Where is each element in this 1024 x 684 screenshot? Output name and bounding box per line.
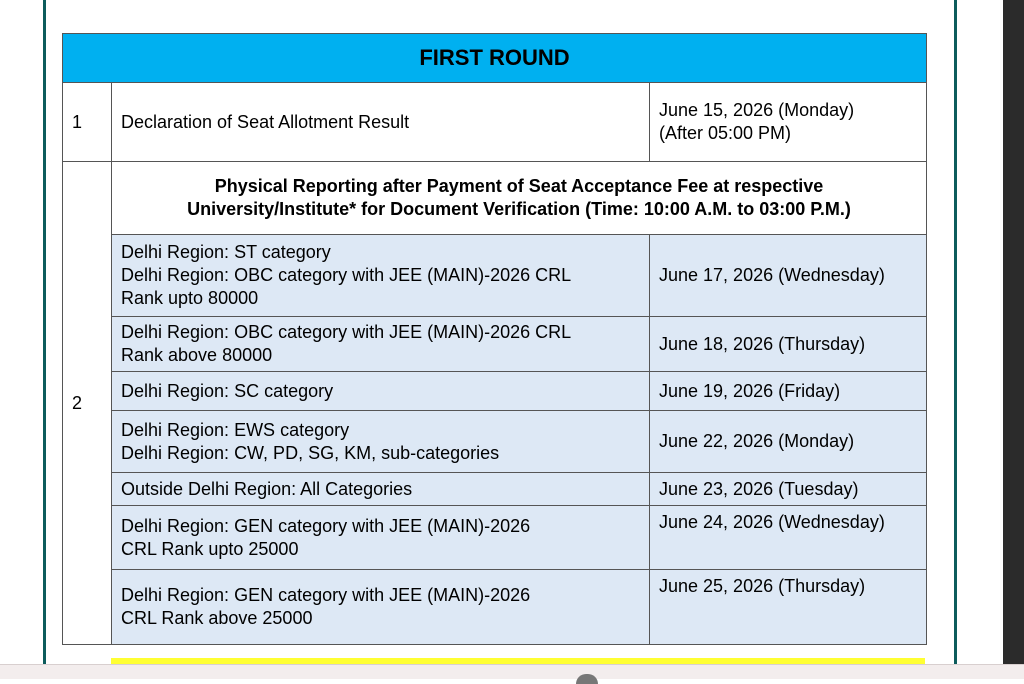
category-line: Delhi Region: ST category [121, 242, 331, 262]
date-cell: June 19, 2026 (Friday) [650, 372, 927, 411]
category-cell [112, 506, 650, 570]
table-row [63, 372, 927, 411]
date-cell: June 24, 2026 (Wednesday) [650, 506, 927, 570]
date-cell [650, 83, 927, 162]
viewer-scrollbar-area[interactable] [1003, 0, 1024, 664]
time-note: (After 05:00 PM) [659, 123, 792, 143]
viewer-bottom-bar [0, 664, 1024, 679]
table-row [63, 411, 927, 473]
heading-line: Physical Reporting after Payment of Seat Acceptance Fee at respective [214, 176, 824, 196]
date-cell: June 25, 2026 (Thursday) [650, 570, 927, 645]
category-line: Rank upto 80000 [121, 288, 259, 308]
row-number: 1 [63, 83, 112, 162]
category-cell [112, 411, 650, 473]
category-line: Delhi Region: GEN category with JEE (MAIN)-2026 [121, 515, 531, 536]
table-row [63, 570, 927, 645]
heading-line: University/Institute* for Document Verification (Time: 10:00 A.M. to 03:00 P.M.) [187, 199, 851, 219]
row-number: 2 [63, 162, 112, 645]
table-title-row [63, 34, 927, 83]
category-line: Delhi Region: GEN category with JEE (MAIN)-2026 [121, 585, 531, 605]
category-line: Delhi Region: EWS category [121, 419, 350, 440]
category-line: CRL Rank upto 25000 [121, 538, 299, 559]
category-cell [112, 317, 650, 372]
category-cell: Outside Delhi Region: All Categories [112, 473, 650, 506]
section-heading [112, 162, 927, 235]
category-line: Rank above 80000 [121, 345, 273, 365]
date-cell: June 23, 2026 (Tuesday) [650, 473, 927, 506]
category-cell [112, 570, 650, 645]
date-text: June 15, 2026 (Monday) [659, 100, 855, 120]
category-line: CRL Rank above 25000 [121, 608, 313, 628]
category-line: Delhi Region: OBC category with JEE (MAIN)-2026 CRL [121, 265, 572, 285]
round-title: FIRST ROUND [63, 34, 927, 83]
category-cell [112, 235, 650, 317]
date-cell: June 17, 2026 (Wednesday) [650, 235, 927, 317]
event-cell: Declaration of Seat Allotment Result [112, 83, 650, 162]
category-line: Delhi Region: OBC category with JEE (MAIN)-2026 CRL [121, 322, 572, 342]
table-row [63, 473, 927, 506]
category-cell: Delhi Region: SC category [112, 372, 650, 411]
date-cell: June 22, 2026 (Monday) [650, 411, 927, 473]
table-row [63, 317, 927, 372]
table-row [63, 506, 927, 570]
table-row [63, 235, 927, 317]
table-row [63, 83, 927, 162]
category-line: Delhi Region: CW, PD, SG, KM, sub-categories [121, 442, 500, 463]
date-cell: June 18, 2026 (Thursday) [650, 317, 927, 372]
table-row [63, 162, 927, 235]
counselling-schedule-table [62, 33, 927, 645]
